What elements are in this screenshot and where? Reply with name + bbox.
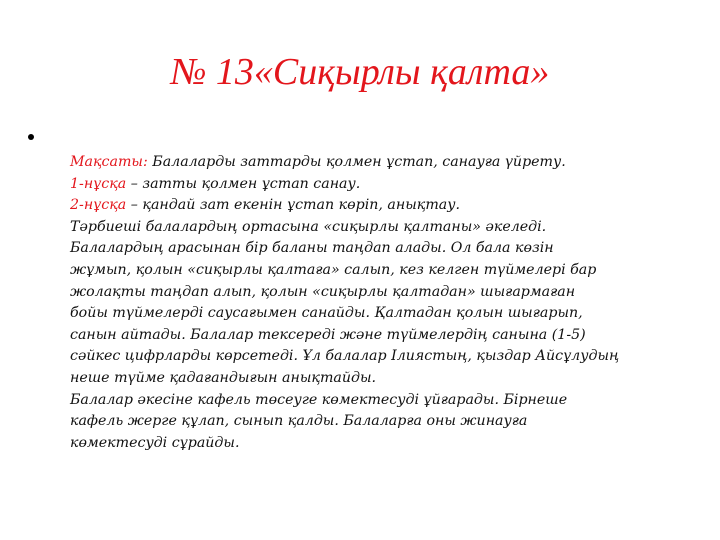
body-line: Балалар әкесіне кафель төсеуге көмектесуді ұйғарады. Бірнеше [70, 391, 568, 408]
body-line: сәйкес цифрларды көрсетеді. Ұл балалар Ілиястың, қыздар Айсұлудың [70, 348, 620, 365]
variant2-text: – қандай зат екенін ұстап көріп, анықтау. [126, 197, 460, 214]
bullet-point [28, 134, 34, 140]
body-line: жұмып, қолын «сиқырлы қалтаға» салып, кез келген түймелері бар [70, 261, 597, 278]
variant1-label: 1-нұсқа [70, 175, 127, 192]
slide-title: № 13«Сиқырлы қалта» [170, 51, 550, 93]
body-line: жолақты таңдап алып, қолын «сиқырлы қалтадан» шығармаған [70, 283, 576, 300]
variant2-label: 2-нұсқа [70, 197, 127, 214]
body-line: көмектесуді сұрайды. [70, 434, 240, 451]
variant1-text: – затты қолмен ұстап санау. [126, 175, 361, 192]
goal-line [70, 152, 710, 174]
body-line: неше түйме қадағандығын анықтайды. [70, 369, 377, 386]
slide-body [70, 152, 710, 454]
variant2-line [70, 195, 710, 217]
body-line: Балалардың арасынан бір баланы таңдап алады. Ол бала көзін [70, 240, 554, 257]
body-line: бойы түймелерді саусағымен санайды. Қалтадан қолын шығарып, [70, 305, 583, 322]
goal-text: Балаларды заттарды қолмен ұстап, санауға үйрету. [147, 154, 566, 170]
variant1-line [70, 174, 710, 196]
body-line: санын айтады. Балалар тексереді және түймелердің санына (1-5) [70, 326, 586, 343]
goal-label: Мақсаты: [70, 154, 148, 170]
body-line: Тәрбиеші балалардың ортасына «сиқырлы қалтаны» әкеледі. [70, 218, 547, 235]
body-line: кафель жерге құлап, сынып қалды. Балаларға оны жинауға [70, 413, 528, 430]
